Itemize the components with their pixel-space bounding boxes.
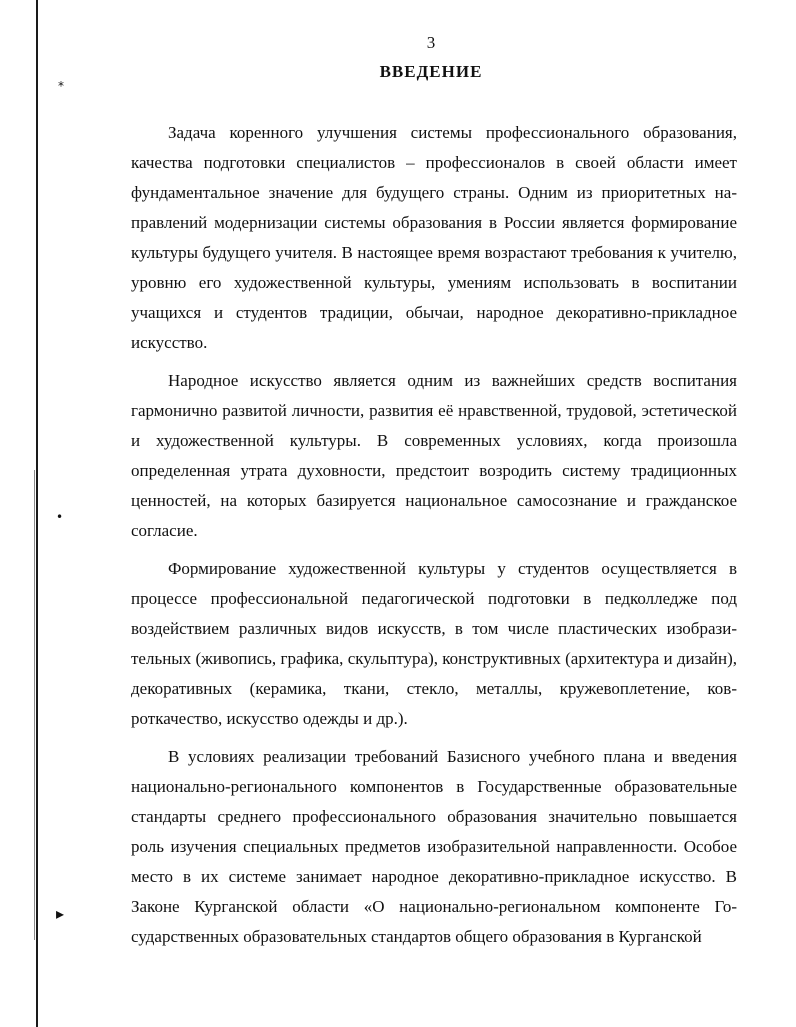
margin-mark-top: * <box>58 79 64 93</box>
section-heading: ВВЕДЕНИЕ <box>379 62 483 81</box>
left-margin-rule <box>36 0 38 1027</box>
margin-mark-middle: • <box>56 510 64 524</box>
paragraph-4: В условиях реализации требований Базисного учебного плана и введения национально-регионального компонентов в Государственные образовательные стандарты среднего профессионального образования значительно повышается роль изучения специальных предметов изобразительной направленности. Особое место в их системе занимает народное декоративно-прикладное искусство. В Законе Курганской области «О национально-региональном компоненте Государственных образовательных стандартов общего образования в Курганской <box>131 747 737 946</box>
paragraph-2: Народное искусство является одним из важнейших средств воспитания гармонично развитой личности, развития её нравственной, трудовой, эстетической и художественной культуры. В современных условиях, когда произошла определенная утрата духовности, предстоит возродить систему традиционных ценностей, на которых базируется национальное самосознание и гражданское согласие. <box>131 371 737 540</box>
paragraph-3: Формирование художественной культуры у студентов осуществляется в процессе профессиональной педагогической подготовки в педколледже под воздействием различных видов искусств, в том числе пластических изобразительных (живопись, графика, скульптура), конструктивных (архитектура и дизайн), декоративных (керамика, ткани, стекло, металлы, кружевоплетение, ковроткачество, искусство одежды и др.). <box>131 559 737 728</box>
body-text <box>131 118 737 960</box>
left-margin-thin-rule <box>34 470 35 940</box>
page-number: 3 <box>426 33 436 52</box>
paragraph-1: Задача коренного улучшения системы профессионального образования, качества подготовки специалистов – профессионалов в своей области имеет фундаментальное значение для будущего страны. Одним из приоритетных направлений модернизации системы образования в России является формирование культуры будущего учителя. В настоящее время возрастают требования к учителю, уровню его художественной культуры, умениям использовать в воспитании учащихся и студентов традиции, обычаи, народное декоративно-прикладное искусство. <box>131 123 737 352</box>
margin-mark-bottom: ▸ <box>56 904 65 923</box>
